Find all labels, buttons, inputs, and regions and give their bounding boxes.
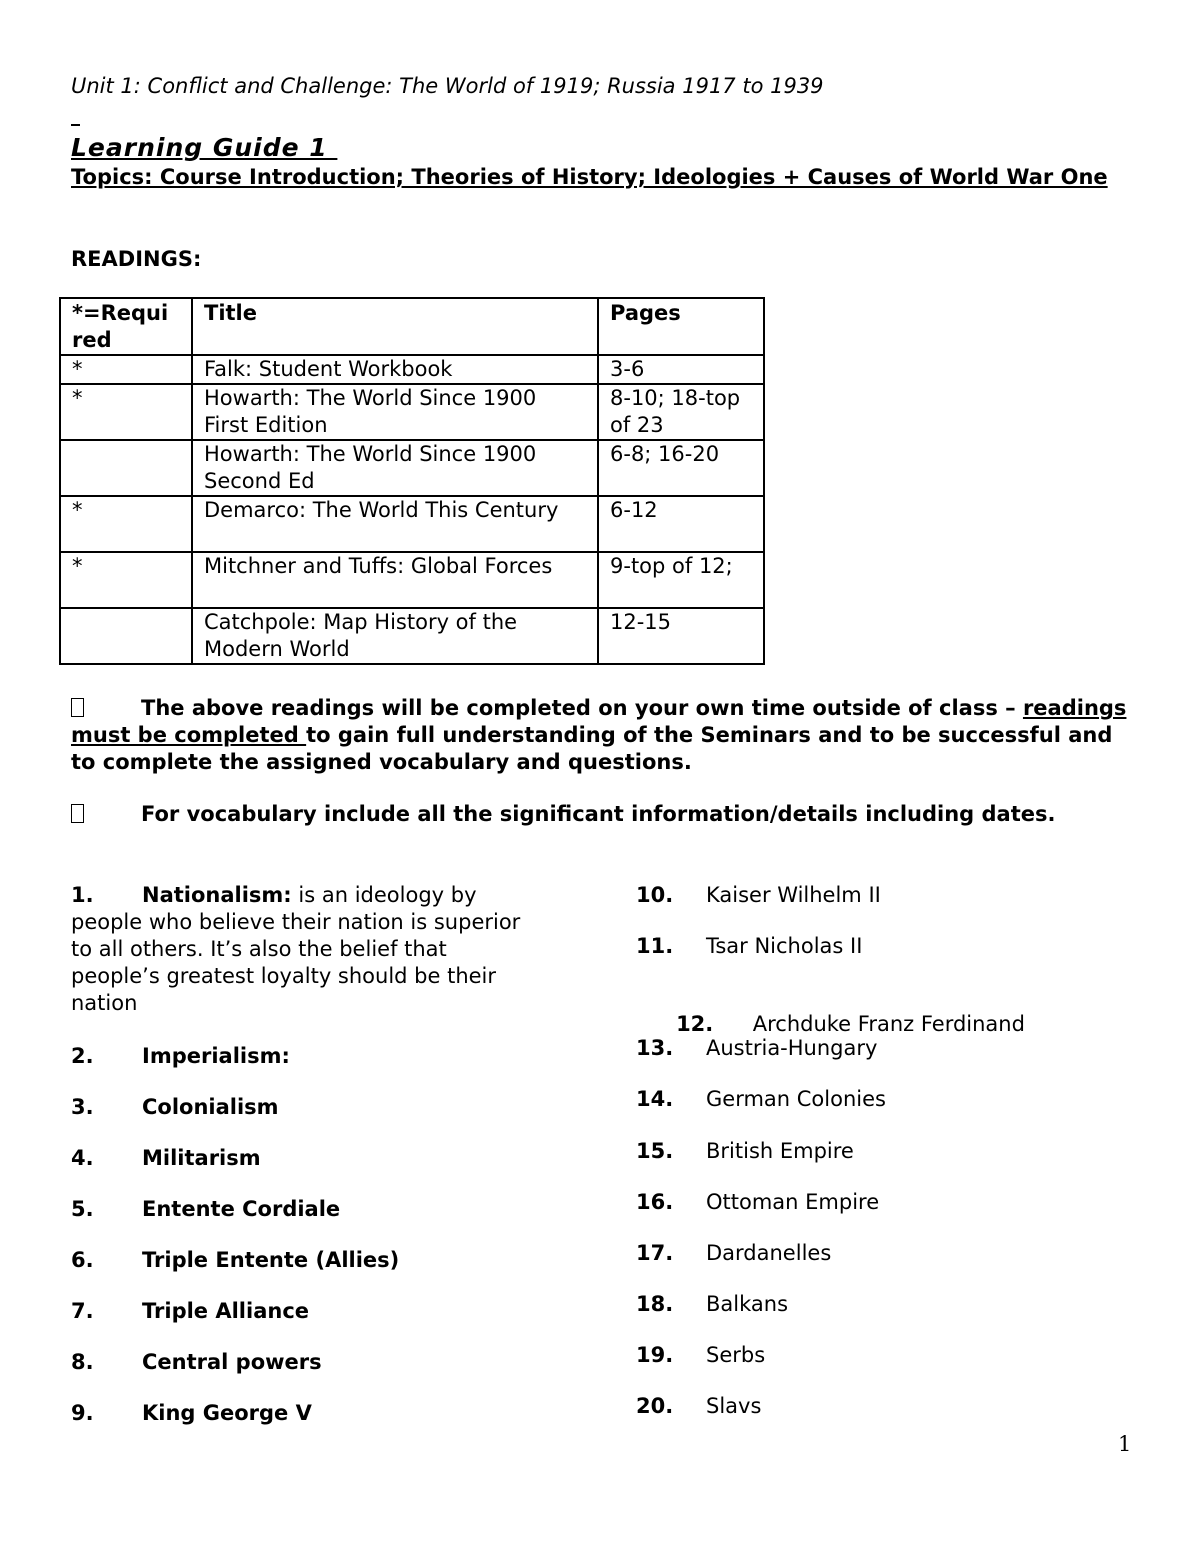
vocab-number: 3. (71, 1095, 94, 1119)
bullet-box-icon (71, 698, 84, 717)
readings-note (71, 695, 1131, 776)
required-cell: * (60, 552, 192, 608)
note-underlined-text: readings must be completed (71, 696, 1127, 747)
vocab-item (636, 1342, 765, 1369)
vocab-definition: is an ideology by people who believe their nation is superior to all others. It’s also the belief that people’s greatest loyalty should be their nation (71, 883, 521, 1015)
vocab-term: Central powers (142, 1350, 322, 1374)
vocab-item (636, 1393, 761, 1420)
column-header-title: Title (192, 298, 598, 355)
bullet-box-icon (71, 804, 84, 823)
vocab-number: 4. (71, 1146, 94, 1170)
underline-stub (71, 124, 80, 126)
vocab-term: Nationalism: (142, 883, 292, 907)
vocab-term: Imperialism: (142, 1044, 290, 1068)
vocab-item (636, 1035, 877, 1062)
vocab-number: 17. (636, 1241, 674, 1265)
title-cell: Demarco: The World This Century (192, 496, 598, 552)
vocab-number: 12. (676, 1012, 714, 1036)
vocab-term: Militarism (142, 1146, 261, 1170)
table-row (60, 496, 764, 552)
vocab-term: Kaiser Wilhelm II (706, 883, 881, 907)
vocab-number: 19. (636, 1343, 674, 1367)
vocab-term: Balkans (706, 1292, 789, 1316)
vocab-number: 7. (71, 1299, 94, 1323)
vocab-term: Triple Alliance (142, 1299, 310, 1323)
vocab-term: Tsar Nicholas II (706, 934, 863, 958)
guide-title: Learning Guide 1 (71, 133, 338, 162)
vocab-item (71, 1094, 279, 1121)
readings-heading: READINGS: (71, 247, 202, 271)
topics-heading: Topics: Course Introduction; Theories of History; Ideologies + Causes of World War One (71, 165, 1108, 189)
required-cell: * (60, 384, 192, 440)
table-row (60, 552, 764, 608)
title-cell: Falk: Student Workbook (192, 355, 598, 384)
note-text: For vocabulary include all the significant information/details including dates. (141, 802, 1056, 826)
vocab-term: Serbs (706, 1343, 766, 1367)
note-text-continued: to gain full understanding of the Seminars and to be successful and to complete the assigned vocabulary and questions. (71, 723, 1113, 774)
vocab-number: 13. (636, 1036, 674, 1060)
title-cell: Catchpole: Map History of the Modern World (192, 608, 598, 664)
vocab-item (71, 882, 541, 1017)
title-cell: Mitchner and Tuffs: Global Forces (192, 552, 598, 608)
vocab-item (71, 1298, 309, 1325)
vocab-number: 10. (636, 883, 674, 907)
vocabulary-note (71, 801, 1131, 828)
title-cell: Howarth: The World Since 1900 Second Ed (192, 440, 598, 496)
vocab-term: Archduke Franz Ferdinand (746, 1012, 1025, 1036)
vocab-term: Entente Cordiale (142, 1197, 341, 1221)
vocab-number: 16. (636, 1190, 674, 1214)
column-header-required: *=Requi red (60, 298, 192, 355)
unit-title: Unit 1: Conflict and Challenge: The World of 1919; Russia 1917 to 1939 (71, 74, 824, 98)
vocab-number: 18. (636, 1292, 674, 1316)
vocab-term: Colonialism (142, 1095, 279, 1119)
vocab-item (636, 882, 881, 909)
vocab-item (71, 1349, 322, 1376)
readings-table (59, 297, 765, 665)
vocab-item (71, 1043, 290, 1070)
pages-cell: 6-8; 16-20 (598, 440, 764, 496)
vocab-number: 11. (636, 934, 674, 958)
vocab-term: Dardanelles (706, 1241, 832, 1265)
vocab-term: Ottoman Empire (706, 1190, 880, 1214)
vocab-item (71, 1145, 261, 1172)
vocab-number: 5. (71, 1197, 94, 1221)
required-cell: * (60, 496, 192, 552)
vocab-number: 20. (636, 1394, 674, 1418)
vocab-term: King George V (142, 1401, 312, 1425)
vocab-item (71, 1196, 340, 1223)
vocab-item (636, 1240, 831, 1267)
vocab-item (636, 1086, 886, 1113)
vocab-term: Triple Entente (Allies) (142, 1248, 400, 1272)
vocab-term: Austria-Hungary (706, 1036, 878, 1060)
vocab-item (636, 1291, 788, 1318)
column-header-pages: Pages (598, 298, 764, 355)
vocab-number: 2. (71, 1044, 94, 1068)
pages-cell: 3-6 (598, 355, 764, 384)
required-cell (60, 440, 192, 496)
vocab-term: British Empire (706, 1139, 854, 1163)
page-number: 1 (1118, 1432, 1132, 1456)
title-cell: Howarth: The World Since 1900 First Edition (192, 384, 598, 440)
vocab-item (636, 933, 862, 960)
vocab-number: 1. (71, 883, 94, 907)
table-row (60, 608, 764, 664)
vocab-number: 6. (71, 1248, 94, 1272)
vocab-item (71, 1400, 312, 1427)
vocab-item (636, 1189, 879, 1216)
pages-cell: 8-10; 18-top of 23 (598, 384, 764, 440)
pages-cell: 6-12 (598, 496, 764, 552)
vocab-number: 14. (636, 1087, 674, 1111)
note-text: The above readings will be completed on your own time outside of class – (141, 696, 1023, 720)
table-header-row (60, 298, 764, 355)
vocab-number: 8. (71, 1350, 94, 1374)
required-cell (60, 608, 192, 664)
pages-cell: 12-15 (598, 608, 764, 664)
vocab-number: 9. (71, 1401, 94, 1425)
table-row (60, 355, 764, 384)
vocab-item (636, 1138, 854, 1165)
vocab-number: 15. (636, 1139, 674, 1163)
required-cell: * (60, 355, 192, 384)
vocab-term: Slavs (706, 1394, 762, 1418)
pages-cell: 9-top of 12; (598, 552, 764, 608)
vocab-item (71, 1247, 399, 1274)
table-row (60, 384, 764, 440)
table-row (60, 440, 764, 496)
vocab-term: German Colonies (706, 1087, 886, 1111)
